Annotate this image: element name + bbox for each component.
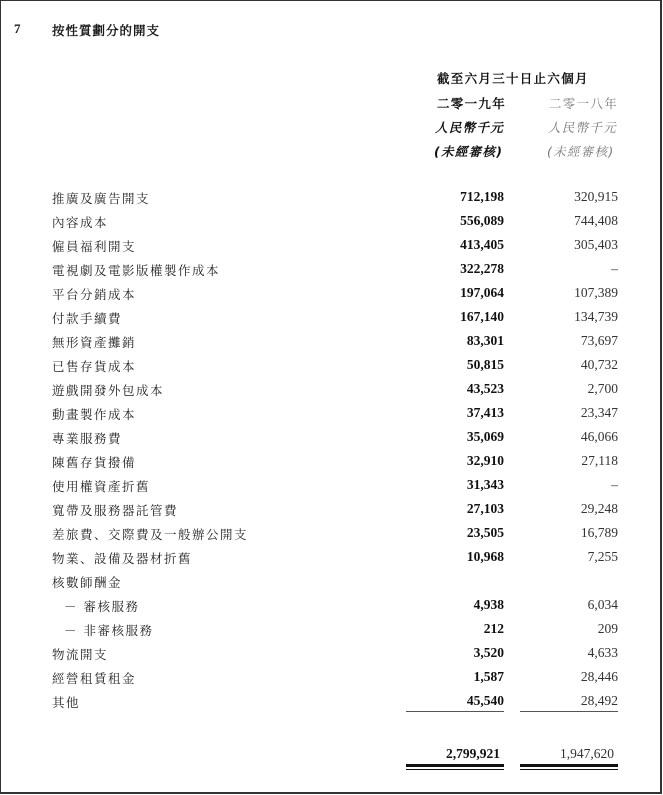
table-row xyxy=(1,258,663,282)
value-2018: – xyxy=(611,261,618,276)
value-2019: 27,103 xyxy=(466,501,504,516)
value-2018: 320,915 xyxy=(574,189,618,204)
value-2019: 31,343 xyxy=(466,477,504,492)
row-label: 動畫製作成本 xyxy=(52,407,137,422)
subtotal-rule-2019 xyxy=(406,711,504,712)
value-2018: 4,633 xyxy=(587,645,618,660)
period-header: 截至六月三十日止六個月 xyxy=(437,71,589,86)
value-2018: 27,118 xyxy=(581,453,618,468)
row-label: 電視劇及電影版權製作成本 xyxy=(52,263,221,278)
table-row-sub xyxy=(1,594,663,618)
row-label: 平台分銷成本 xyxy=(52,287,137,302)
value-2019: 556,089 xyxy=(460,213,504,228)
value-2019: 43,523 xyxy=(466,381,504,396)
total-double-rule-2018 xyxy=(520,764,618,767)
col-2019-audit: (未經審核) xyxy=(434,144,504,159)
value-2018: 134,739 xyxy=(574,309,618,324)
row-label: 無形資產攤銷 xyxy=(52,335,137,350)
value-2018: – xyxy=(611,477,618,492)
table-row xyxy=(1,186,663,210)
value-2019: 35,069 xyxy=(466,429,504,444)
subtotal-rule-2018 xyxy=(520,711,618,712)
row-label: － 審核服務 xyxy=(64,599,140,614)
table-row xyxy=(1,378,663,402)
value-2018: 107,389 xyxy=(574,285,618,300)
expense-table xyxy=(1,186,663,714)
row-label: 遊戲開發外包成本 xyxy=(52,383,165,398)
table-row xyxy=(1,474,663,498)
value-2019: 4,938 xyxy=(473,597,504,612)
table-row-group-header xyxy=(1,570,663,594)
value-2018: 6,034 xyxy=(587,597,618,612)
col-2019-unit: 人民幣千元 xyxy=(435,120,505,135)
table-row xyxy=(1,354,663,378)
value-2018: 23,347 xyxy=(580,405,618,420)
total-2018: 1,947,620 xyxy=(560,746,614,761)
value-2019: 3,520 xyxy=(473,645,504,660)
note-number: 7 xyxy=(14,21,21,36)
table-row xyxy=(1,642,663,666)
value-2018: 29,248 xyxy=(580,501,618,516)
value-2018: 28,446 xyxy=(580,669,618,684)
row-label: 陳舊存貨撥備 xyxy=(52,455,137,470)
row-label: 物流開支 xyxy=(52,647,109,662)
value-2019: 167,140 xyxy=(460,309,504,324)
value-2019: 32,910 xyxy=(466,453,504,468)
total-double-rule-2019-thin xyxy=(406,769,504,770)
table-row xyxy=(1,282,663,306)
row-label: 核數師酬金 xyxy=(52,575,123,590)
row-label: 物業、設備及器材折舊 xyxy=(52,551,193,566)
row-label: － 非審核服務 xyxy=(64,623,154,638)
value-2018: 2,700 xyxy=(587,381,618,396)
value-2018: 16,789 xyxy=(580,525,618,540)
table-row xyxy=(1,546,663,570)
table-row xyxy=(1,426,663,450)
table-row xyxy=(1,306,663,330)
col-2018-year: 二零一八年 xyxy=(549,96,619,111)
row-label: 其他 xyxy=(52,695,81,710)
note-title: 按性質劃分的開支 xyxy=(52,23,161,38)
value-2019: 413,405 xyxy=(460,237,504,252)
table-row-sub xyxy=(1,618,663,642)
value-2019: 10,968 xyxy=(466,549,504,564)
row-label: 推廣及廣告開支 xyxy=(52,191,151,206)
table-row xyxy=(1,330,663,354)
col-2019-year: 二零一九年 xyxy=(437,96,507,111)
table-row xyxy=(1,450,663,474)
value-2019: 23,505 xyxy=(466,525,504,540)
row-label: 僱員福利開支 xyxy=(52,239,137,254)
table-row xyxy=(1,498,663,522)
row-label: 已售存貨成本 xyxy=(52,359,137,374)
value-2018: 744,408 xyxy=(574,213,618,228)
value-2019: 712,198 xyxy=(460,189,504,204)
table-row xyxy=(1,666,663,690)
value-2018: 7,255 xyxy=(587,549,618,564)
row-label: 內容成本 xyxy=(52,215,109,230)
value-2019: 322,278 xyxy=(460,261,504,276)
row-label: 專業服務費 xyxy=(52,431,123,446)
row-label: 差旅費、交際費及一般辦公開支 xyxy=(52,527,249,542)
value-2018: 28,492 xyxy=(580,693,618,708)
value-2018: 305,403 xyxy=(574,237,618,252)
value-2018: 40,732 xyxy=(580,357,618,372)
value-2019: 1,587 xyxy=(473,669,504,684)
total-double-rule-2018-thin xyxy=(520,769,618,770)
row-label: 寬帶及服務器託管費 xyxy=(52,503,179,518)
row-label: 經營租賃租金 xyxy=(52,671,137,686)
table-row xyxy=(1,522,663,546)
value-2019: 37,413 xyxy=(466,405,504,420)
col-2018-audit: (未經審核) xyxy=(547,144,615,159)
total-double-rule-2019 xyxy=(406,764,504,767)
table-row xyxy=(1,210,663,234)
value-2019: 50,815 xyxy=(466,357,504,372)
row-label: 使用權資產折舊 xyxy=(52,479,151,494)
value-2018: 209 xyxy=(597,621,618,636)
row-label: 付款手續費 xyxy=(52,311,123,326)
table-row xyxy=(1,402,663,426)
value-2019: 212 xyxy=(483,621,504,636)
value-2019: 83,301 xyxy=(466,333,504,348)
col-2018-unit: 人民幣千元 xyxy=(548,120,618,135)
value-2018: 73,697 xyxy=(580,333,618,348)
value-2019: 45,540 xyxy=(466,693,504,708)
total-2019: 2,799,921 xyxy=(446,746,500,761)
value-2019: 197,064 xyxy=(460,285,504,300)
value-2018: 46,066 xyxy=(580,429,618,444)
table-row xyxy=(1,234,663,258)
